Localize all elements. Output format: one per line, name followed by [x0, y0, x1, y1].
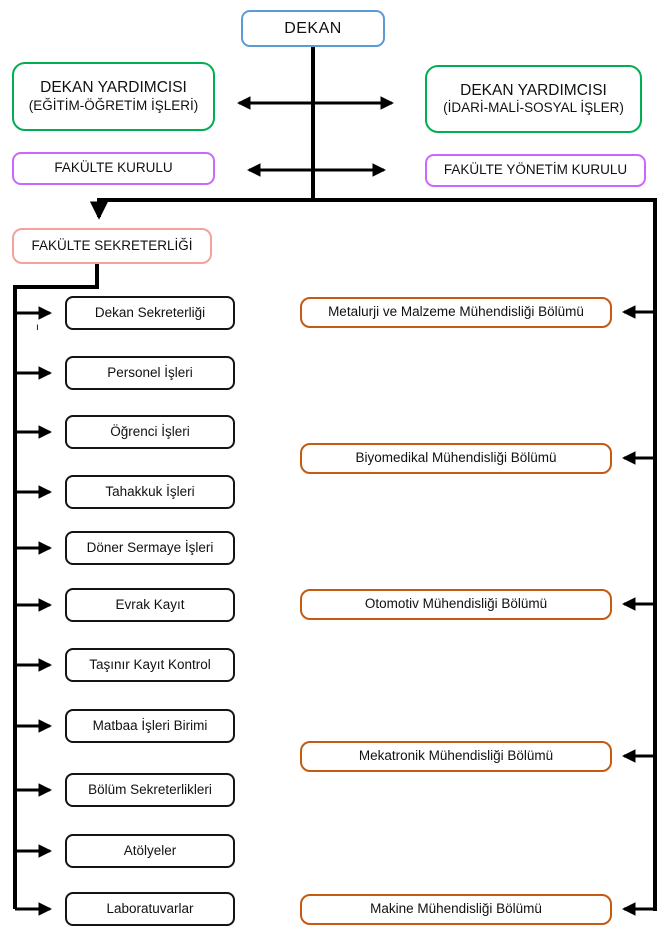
node-deputy-administrative — [425, 65, 642, 133]
unit-label: Döner Sermaye İşleri — [86, 539, 214, 555]
unit-label: Laboratuvarlar — [106, 900, 194, 916]
node-dept-makine — [300, 894, 612, 925]
unit-label: Atölyeler — [123, 842, 177, 858]
node-unit-bolum-sekreterlikleri — [65, 773, 235, 807]
unit-label: Evrak Kayıt — [115, 596, 185, 612]
node-deputy-administrative-title: DEKAN YARDIMCISI — [460, 81, 607, 99]
node-dept-biyomedikal — [300, 443, 612, 474]
dept-label: Otomotiv Mühendisliği Bölümü — [364, 596, 548, 612]
stray-mark: ı — [36, 322, 39, 333]
unit-label: Matbaa İşleri Birimi — [92, 717, 208, 733]
node-unit-matbaa-isleri-birimi — [65, 709, 235, 743]
node-unit-tasinir-kayit-kontrol — [65, 648, 235, 682]
unit-label: Taşınır Kayıt Kontrol — [89, 656, 211, 672]
node-dept-metalurji-malzeme — [300, 297, 612, 328]
node-unit-dekan-sekreterligi — [65, 296, 235, 330]
node-unit-laboratuvarlar — [65, 892, 235, 926]
dept-label: Biyomedikal Mühendisliği Bölümü — [355, 450, 557, 466]
unit-label: Tahakkuk İşleri — [105, 483, 195, 499]
unit-label: Dekan Sekreterliği — [94, 304, 206, 320]
node-unit-ogrenci-isleri — [65, 415, 235, 449]
node-deputy-administrative-subtitle: (İDARİ-MALİ-SOSYAL İŞLER) — [443, 100, 624, 116]
node-deputy-education — [12, 62, 215, 131]
node-deputy-education-subtitle: (EĞİTİM-ÖĞRETİM İŞLERİ) — [28, 97, 199, 113]
node-dept-mekatronik — [300, 741, 612, 772]
dept-label: Makine Mühendisliği Bölümü — [370, 901, 542, 917]
node-faculty-board-label: FAKÜLTE KURULU — [54, 160, 173, 176]
node-faculty-secretariat — [12, 228, 212, 264]
node-dept-otomotiv — [300, 589, 612, 620]
node-unit-personel-isleri — [65, 356, 235, 390]
node-unit-evrak-kayit — [65, 588, 235, 622]
dept-label: Metalurji ve Malzeme Mühendisliği Bölümü — [328, 304, 584, 320]
node-unit-doner-sermaye-isleri — [65, 531, 235, 565]
unit-label: Personel İşleri — [107, 364, 193, 380]
node-faculty-board — [12, 152, 215, 185]
node-dekan — [241, 10, 385, 47]
node-unit-tahakkuk-isleri — [65, 475, 235, 509]
node-faculty-executive-board-label: FAKÜLTE YÖNETİM KURULU — [443, 162, 628, 178]
node-dekan-label: DEKAN — [284, 19, 342, 37]
node-faculty-executive-board — [425, 154, 646, 187]
unit-label: Bölüm Sekreterlikleri — [88, 781, 212, 797]
node-unit-atolyeler — [65, 834, 235, 868]
node-faculty-secretariat-label: FAKÜLTE SEKRETERLİĞİ — [31, 237, 193, 253]
dept-label: Mekatronik Mühendisliği Bölümü — [358, 748, 554, 764]
unit-label: Öğrenci İşleri — [110, 423, 190, 439]
node-deputy-education-title: DEKAN YARDIMCISI — [40, 79, 187, 97]
